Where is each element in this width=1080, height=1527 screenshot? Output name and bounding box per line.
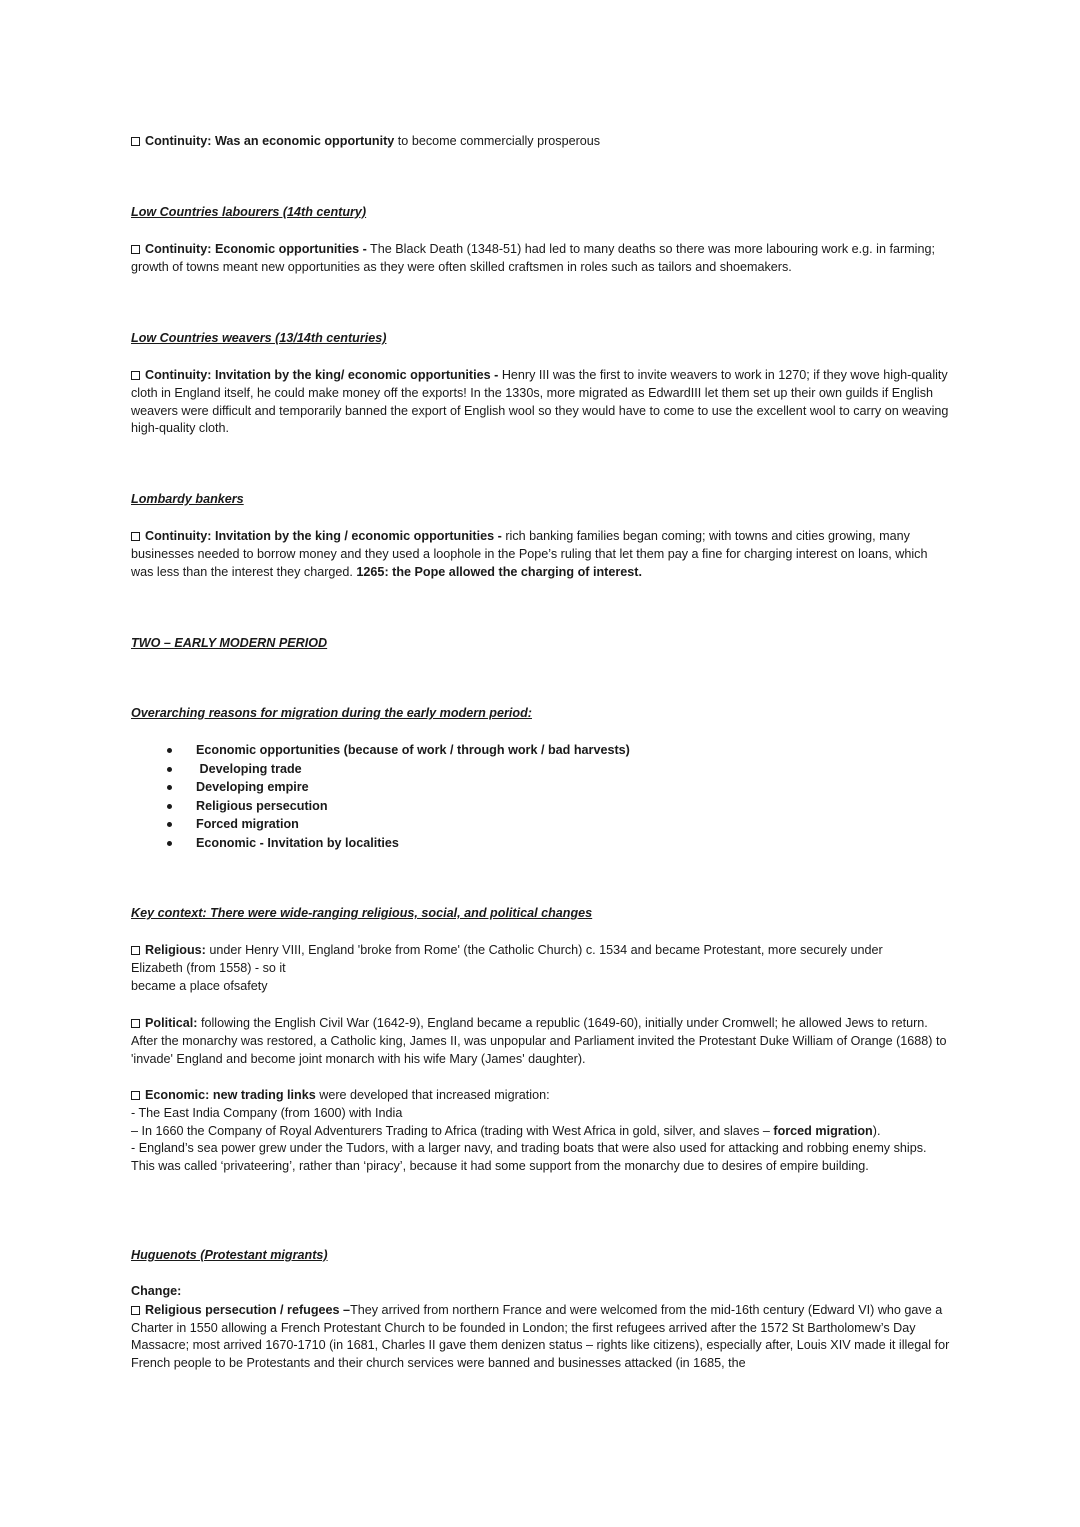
labourers-paragraph: Continuity: Economic opportunities - The Black Death (1348-51) had led to many deaths so there was more labouring work e.g. in farming; growth of towns meant new opportunities as they were often skilled craftsmen in roles such as tailors and shoemakers. bbox=[131, 242, 935, 274]
reasons-list-container bbox=[131, 742, 951, 853]
huguenots-paragraph: Change: Religious persecution / refugees –They arrived from northern France and were welcomed from the mid-16th century (Edward VI) who gave a Charter in 1550 allowing a French Protestant Church to be founded in London; the first refugees arrived after the 1572 St Bartholomew’s Day Massacre; most arrived 1670-1710 (in 1681, Charles II gave them denizen status – rights like citizens), especially after, Louis XIV made it illegal for French people to be Protestants and their church services were banned and businesses attacked (in 1685, the bbox=[131, 1284, 950, 1371]
checkbox-icon bbox=[131, 532, 140, 541]
checkbox-icon bbox=[131, 1019, 140, 1028]
checkbox-icon bbox=[131, 245, 140, 254]
heading-overarching-reasons: Overarching reasons for migration during the early modern period: bbox=[131, 706, 532, 720]
list-item: Economic opportunities (because of work / through work / bad harvests) bbox=[131, 742, 951, 761]
heading-lombardy-bankers: Lombardy bankers bbox=[131, 492, 244, 506]
political-paragraph: Political: following the English Civil War (1642-9), England became a republic (1649-60), initially under Cromwell; he allowed Jews to return. After the monarchy was restored, a Catholic king, James II, was unpopular and Parliament invited the Protestant Duke William of Orange (1688) to 'invade' England and become joint monarch with his wife Mary (James' daughter). bbox=[131, 1016, 947, 1066]
checkbox-icon bbox=[131, 1091, 140, 1100]
religious-paragraph: Religious: under Henry VIII, England 'broke from Rome' (the Catholic Church) c. 1534 and became Protestant, more securely under Elizabeth (from 1558) - so it became a place ofsafety bbox=[131, 943, 883, 993]
heading-huguenots: Huguenots (Protestant migrants) bbox=[131, 1248, 328, 1262]
heading-section-two: TWO – EARLY MODERN PERIOD bbox=[131, 636, 328, 650]
list-item: Developing trade bbox=[131, 761, 951, 780]
heading-low-countries-weavers: Low Countries weavers (13/14th centuries) bbox=[131, 331, 387, 345]
reasons-list bbox=[131, 742, 951, 853]
checkbox-icon bbox=[131, 946, 140, 955]
list-item: Developing empire bbox=[131, 779, 951, 798]
heading-key-context: Key context: There were wide-ranging religious, social, and political changes bbox=[131, 906, 593, 920]
checkbox-icon bbox=[131, 1306, 140, 1315]
continuity-paragraph: Continuity: Was an economic opportunity to become commercially prosperous bbox=[131, 133, 951, 151]
checkbox-icon bbox=[131, 137, 140, 146]
lombardy-paragraph: Continuity: Invitation by the king / economic opportunities - rich banking families began coming; with towns and cities growing, many businesses needed to borrow money and they used a loophole in the Pope’s ruling that let them pay a fine for charging interest on loans, which was less than the interest they charged. 1265: the Pope allowed the charging of interest. bbox=[131, 529, 928, 579]
list-item: Economic - Invitation by localities bbox=[131, 835, 951, 854]
heading-low-countries-labourers: Low Countries labourers (14th century) bbox=[131, 205, 367, 219]
economic-paragraph: Economic: new trading links were developed that increased migration: - The East India Company (from 1600) with India – In 1660 the Company of Royal Adventurers Trading to Africa (trading with West Africa in gold, silver, and slaves – forced migration). - England’s sea power grew under the Tudors, with a larger navy, and trading boats that were also used for attacking and robbing enemy ships. This was called ‘privateering’, rather than ‘piracy’, because it had some support from the monarchy due to desires of empire building. bbox=[131, 1088, 927, 1174]
weavers-paragraph: Continuity: Invitation by the king/ economic opportunities - Henry III was the first to invite weavers to work in 1270; if they wove high-quality cloth in England itself, he could make money off the exports! In the 1330s, more migrated as EdwardIII let them set up their own guilds if English weavers were difficult and temporarily banned the export of English wool so they would have to come to use the excellent wool to carry on weaving high-quality cloth. bbox=[131, 368, 949, 436]
list-item: Religious persecution bbox=[131, 798, 951, 817]
list-item: Forced migration bbox=[131, 816, 951, 835]
checkbox-icon bbox=[131, 371, 140, 380]
